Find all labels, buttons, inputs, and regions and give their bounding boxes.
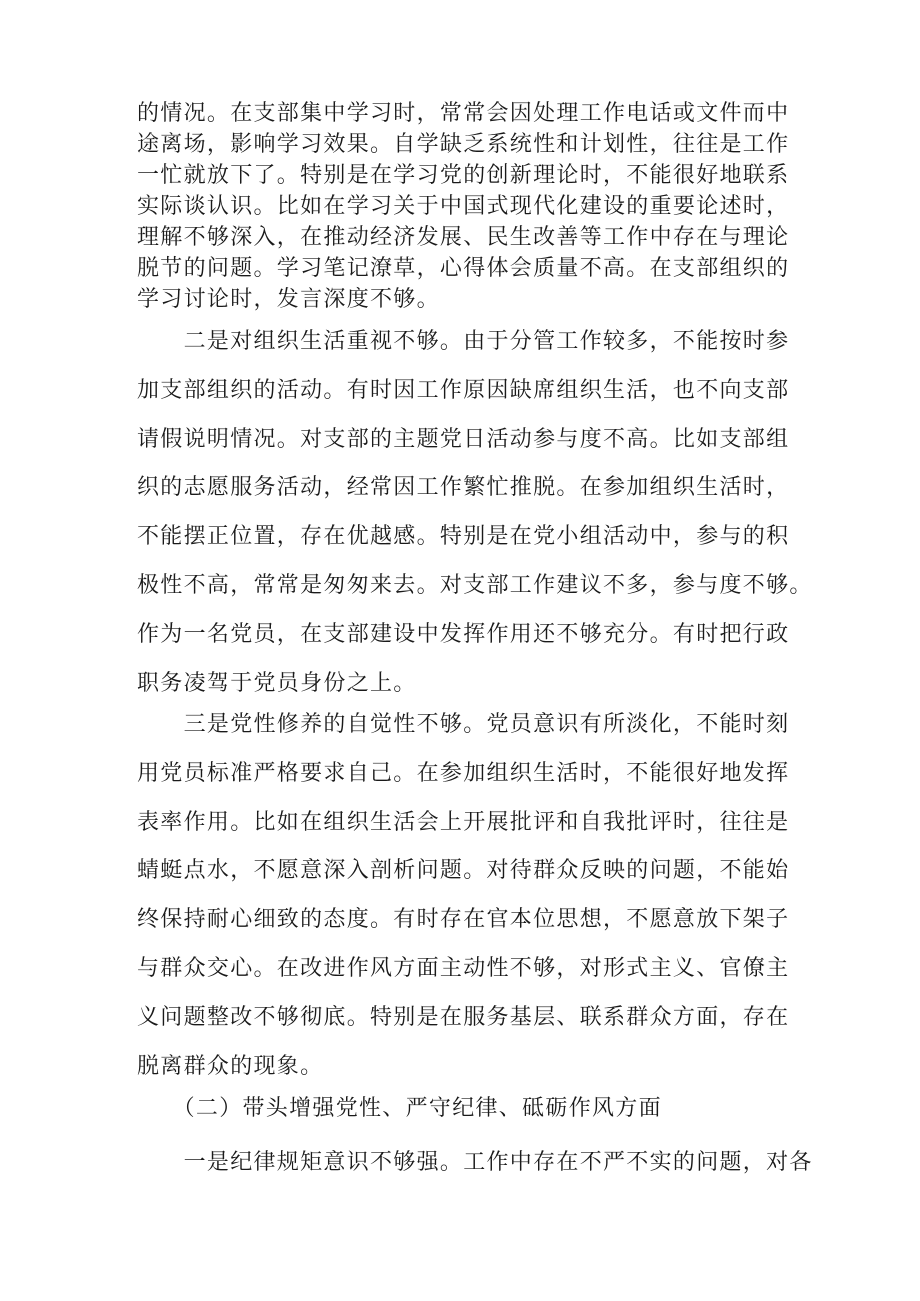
text-line: 途离场，影响学习效果。自学缺乏系统性和计划性，往往是工作 bbox=[137, 132, 790, 157]
text-line: 与群众交心。在改进作风方面主动性不够，对形式主义、官僚主 bbox=[137, 955, 790, 981]
text-line: 职务凌驾于党员身份之上。 bbox=[137, 670, 417, 696]
text-line: 终保持耐心细致的态度。有时存在官本位思想，不愿意放下架子 bbox=[137, 907, 790, 933]
text-line: 请假说明情况。对支部的主题党日活动参与度不高。比如支部组 bbox=[137, 426, 790, 452]
text-line: 理解不够深入，在推动经济发展、民生改善等工作中存在与理论 bbox=[137, 225, 790, 250]
text-line: 加支部组织的活动。有时因工作原因缺席组织生活，也不向支部 bbox=[137, 377, 790, 403]
paragraph-study bbox=[137, 98, 807, 315]
text-line: 表率作用。比如在组织生活会上开展批评和自我批评时，往往是 bbox=[137, 809, 790, 835]
text-line: 用党员标准严格要求自己。在参加组织生活时，不能很好地发挥 bbox=[137, 760, 790, 786]
text-line: 蜻蜓点水，不愿意深入剖析问题。对待群众反映的问题，不能始 bbox=[137, 858, 790, 884]
text-line: 三是党性修养的自觉性不够。党员意识有所淡化，不能时刻 bbox=[137, 712, 790, 737]
text-line: 义问题整改不够彻底。特别是在服务基层、联系群众方面，存在 bbox=[137, 1004, 790, 1030]
text-line: 学习讨论时，发言深度不够。 bbox=[137, 287, 440, 312]
section-heading-text: （二）带头增强党性、严守纪律、砥砺作风方面 bbox=[137, 1096, 662, 1121]
text-line: 脱离群众的现象。 bbox=[137, 1053, 324, 1079]
text-line: 一忙就放下了。特别是在学习党的创新理论时，不能很好地联系 bbox=[137, 163, 790, 188]
text-line: 一是纪律规矩意识不够强。工作中存在不严不实的问题，对各 bbox=[137, 1150, 813, 1175]
text-line: 不能摆正位置，存在优越感。特别是在党小组活动中，参与的积 bbox=[137, 524, 790, 550]
text-line: 脱节的问题。学习笔记潦草，心得体会质量不高。在支部组织的 bbox=[137, 256, 790, 281]
text-line: 极性不高，常常是匆匆来去。对支部工作建议不多，参与度不够。 bbox=[137, 572, 813, 598]
text-line: 作为一名党员，在支部建设中发挥作用还不够充分。有时把行政 bbox=[137, 621, 790, 647]
section-heading bbox=[137, 1089, 807, 1129]
paragraph-organization-life bbox=[137, 318, 813, 757]
paragraph-discipline bbox=[137, 1143, 813, 1183]
text-line: 实际谈认识。比如在学习关于中国式现代化建设的重要论述时， bbox=[137, 194, 790, 219]
text-line: 织的志愿服务活动，经常因工作繁忙推脱。在参加组织生活时， bbox=[137, 475, 790, 501]
text-line: 的情况。在支部集中学习时，常常会因处理工作电话或文件而中 bbox=[137, 101, 790, 126]
paragraph-party-spirit bbox=[137, 701, 807, 1091]
text-line: 二是对组织生活重视不够。由于分管工作较多，不能按时参 bbox=[137, 329, 790, 354]
